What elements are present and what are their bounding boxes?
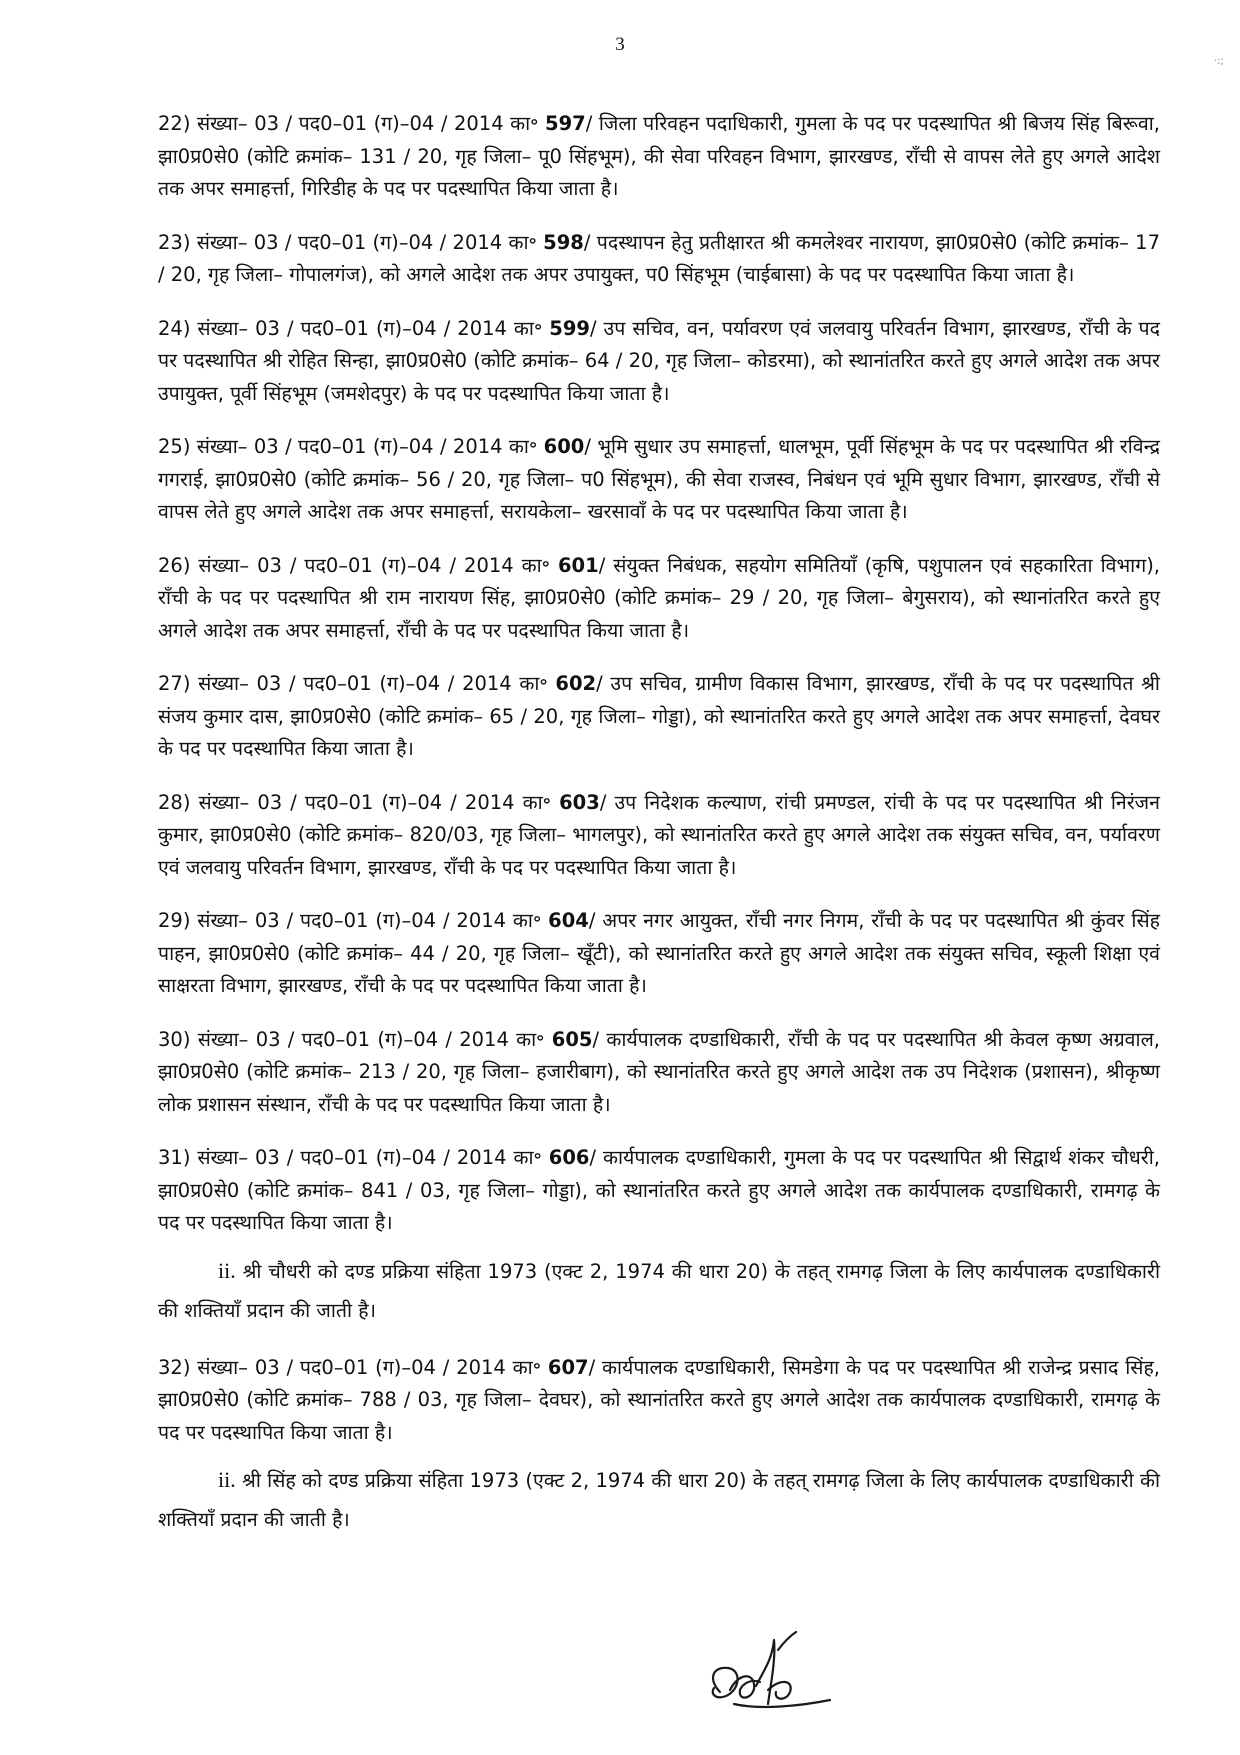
order-text: / संयुक्त निबंधक, सहयोग समितियाँ (कृषि, पशुपालन एवं सहकारिता विभाग), राँची के पद पर पदस्थापित श्री राम नारायण सिंह, झा0प्र0से0 (कोटि क्रमांक– 29 / 20, गृह जिला– बेगुसराय), को स्थानांतरित करते हुए अगले आदेश तक अपर समाहर्त्ता, राँची के पद पर पदस्थापित किया जाता है। — [158, 553, 1161, 642]
order-paragraph-28 — [158, 787, 1160, 885]
order-text: / कार्यपालक दण्डाधिकारी, सिमडेगा के पद पर पदस्थापित श्री राजेन्द्र प्रसाद सिंह, झा0प्र0से0 (कोटि क्रमांक– 788 / 03, गृह जिला– देवघर), को स्थानांतरित करते हुए अगले आदेश तक कार्यपालक दण्डाधिकारी, रामगढ़ के पद पर पदस्थापित किया जाता है। — [158, 1355, 1160, 1444]
order-reference: संख्या– 03 / पद0–01 (ग)–04 / 2014 का॰ — [190, 909, 549, 932]
paragraph-number: 29) — [158, 909, 191, 932]
document-body — [158, 108, 1160, 1561]
paragraph-number: 31) — [158, 1146, 191, 1169]
paragraph-number: 24) — [158, 316, 191, 340]
order-number: 601 — [557, 553, 599, 577]
order-number: 602 — [555, 672, 597, 695]
page-number: 3 — [615, 34, 625, 55]
order-paragraph-31 — [158, 1142, 1160, 1240]
order-number: 603 — [559, 790, 600, 814]
order-reference: संख्या– 03 / पद0–01 (ग)–04 / 2014 का॰ — [190, 1146, 549, 1169]
order-number: 599 — [549, 316, 590, 340]
paragraph-number: 30) — [158, 1027, 191, 1051]
handwritten-signature-icon — [690, 1630, 840, 1720]
order-subparagraph-32-ii — [158, 1460, 1160, 1539]
order-subparagraph-31-ii — [158, 1251, 1160, 1330]
order-reference: संख्या– 03 / पद0–01 (ग)–04 / 2014 का॰ — [190, 553, 558, 577]
order-text: / अपर नगर आयुक्त, राँची नगर निगम, राँची के पद पर पदस्थापित श्री कुंवर सिंह पाहन, झा0प्र0से0 (कोटि क्रमांक– 44 / 20, गृह जिला– खूँटी), को स्थानांतरित करते हुए अगले आदेश तक संयुक्त सचिव, स्कूली शिक्षा एवं साक्षरता विभाग, झारखण्ड, राँची के पद पर पदस्थापित किया जाता है। — [158, 909, 1160, 997]
paragraph-number: 27) — [158, 672, 191, 695]
subparagraph-marker: ii. — [218, 1257, 236, 1283]
paragraph-number: 23) — [158, 230, 191, 254]
order-reference: संख्या– 03 / पद0–01 (ग)–04 / 2014 का॰ — [190, 672, 556, 695]
order-paragraph-27 — [158, 668, 1160, 766]
order-number: 597 — [545, 112, 586, 135]
order-reference: संख्या– 03 / पद0–01 (ग)–04 / 2014 का॰ — [190, 316, 550, 340]
order-paragraph-24 — [158, 313, 1160, 411]
order-paragraph-30 — [158, 1024, 1160, 1122]
order-paragraph-22 — [158, 108, 1160, 206]
order-text: / उप सचिव, ग्रामीण विकास विभाग, झारखण्ड, राँची के पद पर पदस्थापित श्री संजय कुमार दास, झा0प्र0से0 (कोटि क्रमांक– 65 / 20, गृह जिला– गोड्डा), को स्थानांतरित करते हुए अगले आदेश तक अपर समाहर्त्ता, देवघर के पद पर पदस्थापित किया जाता है। — [158, 672, 1160, 760]
order-number: 606 — [548, 1146, 590, 1169]
order-number: 598 — [543, 230, 584, 254]
subparagraph-text: श्री सिंह को दण्ड प्रक्रिया संहिता 1973 (एक्ट 2, 1974 की धारा 20) के तहत् रामगढ़ जिला के लिए कार्यपालक दण्डाधिकारी की शक्तियाँ प्रदान की जाती है। — [158, 1469, 1161, 1531]
margin-mark: ·:; — [1214, 56, 1224, 67]
paragraph-number: 26) — [158, 553, 191, 577]
paragraph-number: 25) — [158, 435, 191, 458]
paragraph-number: 28) — [158, 790, 191, 814]
order-text: / कार्यपालक दण्डाधिकारी, राँची के पद पर पदस्थापित श्री केवल कृष्ण अग्रवाल, झा0प्र0से0 (कोटि क्रमांक– 213 / 20, गृह जिला– हजारीबाग), को स्थानांतरित करते हुए अगले आदेश तक उप निदेशक (प्रशासन), श्रीकृष्ण लोक प्रशासन संस्थान, राँची के पद पर पदस्थापित किया जाता है। — [158, 1027, 1160, 1116]
paragraph-number: 32) — [158, 1355, 191, 1379]
subparagraph-text: श्री चौधरी को दण्ड प्रक्रिया संहिता 1973 (एक्ट 2, 1974 की धारा 20) के तहत् रामगढ़ जिला के लिए कार्यपालक दण्डाधिकारी की शक्तियाँ प्रदान की जाती है। — [158, 1259, 1160, 1322]
order-paragraph-23 — [158, 227, 1160, 292]
paragraph-number: 22) — [158, 112, 191, 135]
order-reference: संख्या– 03 / पद0–01 (ग)–04 / 2014 का॰ — [190, 1027, 552, 1051]
order-reference: संख्या– 03 / पद0–01 (ग)–04 / 2014 का॰ — [190, 435, 544, 458]
order-reference: संख्या– 03 / पद0–01 (ग)–04 / 2014 का॰ — [190, 1355, 548, 1379]
order-text: / जिला परिवहन पदाधिकारी, गुमला के पद पर पदस्थापित श्री बिजय सिंह बिरूवा, झा0प्र0से0 (कोटि क्रमांक– 131 / 20, गृह जिला– पू0 सिंहभूम), की सेवा परिवहन विभाग, झारखण्ड, राँची से वापस लेते हुए अगले आदेश तक अपर समाहर्त्ता, गिरिडीह के पद पर पदस्थापित किया जाता है। — [158, 112, 1160, 200]
order-number: 600 — [543, 435, 585, 458]
order-reference: संख्या– 03 / पद0–01 (ग)–04 / 2014 का॰ — [190, 112, 546, 135]
order-text: / कार्यपालक दण्डाधिकारी, गुमला के पद पर पदस्थापित श्री सिद्वार्थ शंकर चौधरी, झा0प्र0से0 (कोटि क्रमांक– 841 / 03, गृह जिला– गोड्डा), को स्थानांतरित करते हुए अगले आदेश तक कार्यपालक दण्डाधिकारी, रामगढ़ के पद पर पदस्थापित किया जाता है। — [158, 1146, 1160, 1234]
order-text: / उप सचिव, वन, पर्यावरण एवं जलवायु परिवर्तन विभाग, झारखण्ड, राँची के पद पर पदस्थापित श्री रोहित सिन्हा, झा0प्र0से0 (कोटि क्रमांक– 64 / 20, गृह जिला– कोडरमा), को स्थानांतरित करते हुए अगले आदेश तक अपर उपायुक्त, पूर्वी सिंहभूम (जमशेदपुर) के पद पर पदस्थापित किया जाता है। — [158, 316, 1160, 405]
order-text: / भूमि सुधार उप समाहर्त्ता, धालभूम, पूर्वी सिंहभूम के पद पर पदस्थापित श्री रविन्द्र गगराई, झा0प्र0से0 (कोटि क्रमांक– 56 / 20, गृह जिला– प0 सिंहभूम), की सेवा राजस्व, निबंधन एवं भूमि सुधार विभाग, झारखण्ड, राँची से वापस लेते हुए अगले आदेश तक अपर समाहर्त्ता, सरायकेला– खरसावाँ के पद पर पदस्थापित किया जाता है। — [158, 435, 1160, 523]
subparagraph-marker: ii. — [218, 1467, 236, 1492]
order-reference: संख्या– 03 / पद0–01 (ग)–04 / 2014 का॰ — [190, 790, 560, 814]
order-paragraph-26 — [158, 550, 1160, 648]
order-text: / पदस्थापन हेतु प्रतीक्षारत श्री कमलेश्वर नारायण, झा0प्र0से0 (कोटि क्रमांक– 17 / 20, गृह जिला– गोपालगंज), को अगले आदेश तक अपर उपायुक्त, प0 सिंहभूम (चाईबासा) के पद पर पदस्थापित किया जाता है। — [158, 230, 1160, 286]
order-number: 605 — [551, 1027, 593, 1051]
order-text: / उप निदेशक कल्याण, रांची प्रमण्डल, रांची के पद पर पदस्थापित श्री निरंजन कुमार, झा0प्र0से0 (कोटि क्रमांक– 820/03, गृह जिला– भागलपुर), को स्थानांतरित करते हुए अगले आदेश तक संयुक्त सचिव, वन, पर्यावरण एवं जलवायु परिवर्तन विभाग, झारखण्ड, राँची के पद पर पदस्थापित किया जाता है। — [158, 790, 1160, 879]
order-paragraph-32 — [158, 1352, 1160, 1450]
order-number: 604 — [548, 909, 589, 932]
order-paragraph-25 — [158, 431, 1160, 529]
order-paragraph-29 — [158, 905, 1160, 1003]
order-number: 607 — [547, 1355, 589, 1379]
order-reference: संख्या– 03 / पद0–01 (ग)–04 / 2014 का॰ — [190, 230, 544, 254]
